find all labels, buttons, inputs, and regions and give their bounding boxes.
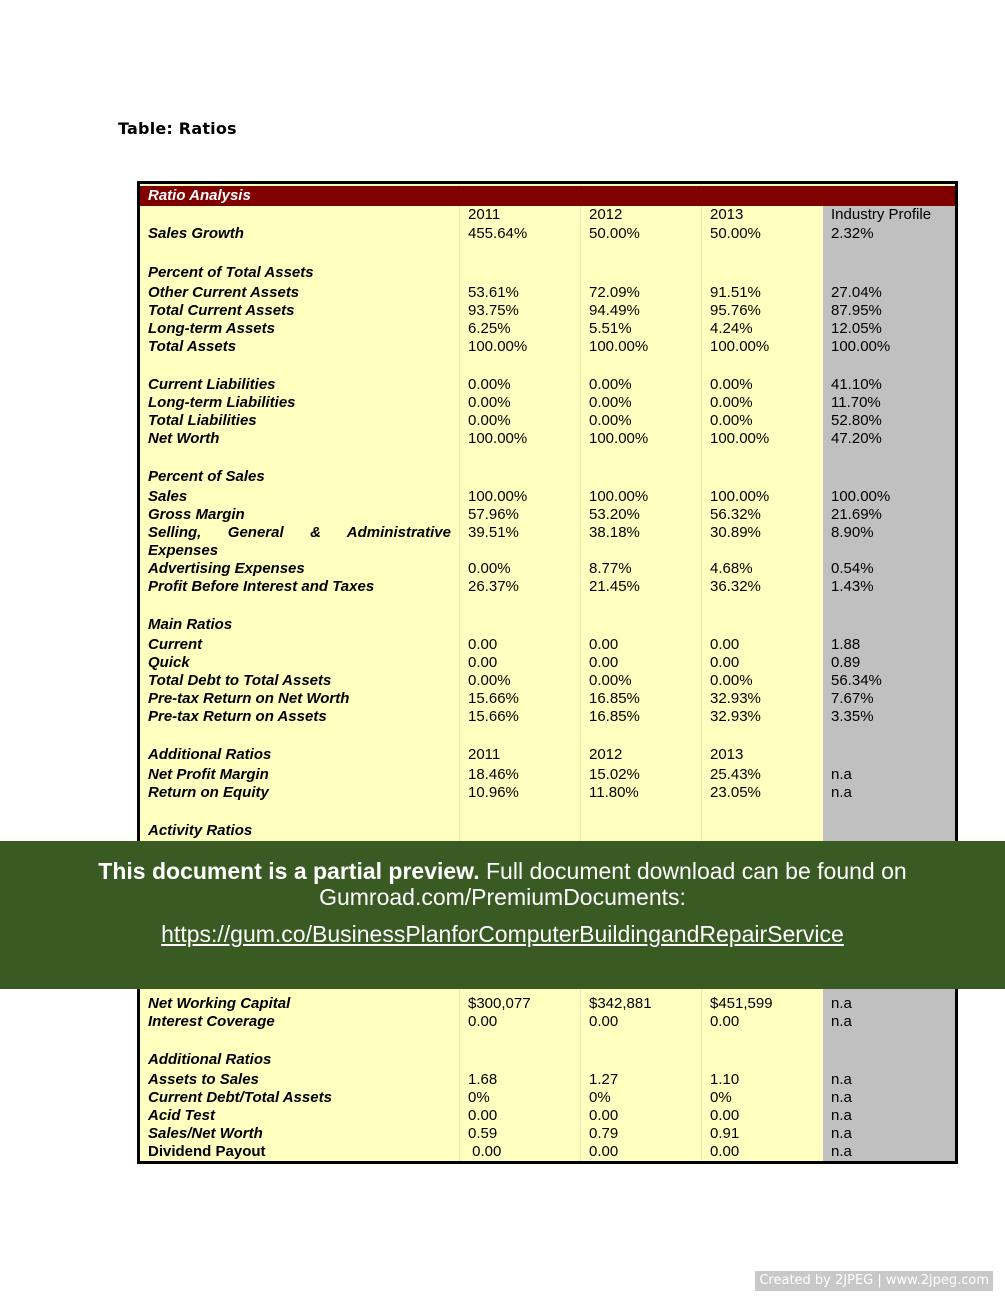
cell: 100.00% — [831, 338, 891, 355]
cell: 0.59 — [468, 1125, 498, 1142]
cell: 32.93% — [710, 708, 761, 725]
cell: 0.00 — [589, 654, 619, 671]
cell: 8.90% — [831, 524, 874, 541]
row-label: Total Liabilities — [148, 412, 257, 429]
cell: n.a — [831, 1089, 852, 1106]
section-heading — [140, 616, 955, 636]
cell: 53.20% — [589, 506, 640, 523]
cell: n.a — [831, 766, 852, 783]
cell: 16.85% — [589, 708, 640, 725]
cell: 32.93% — [710, 690, 761, 707]
banner-rest-text: Full document download can be found on — [479, 858, 907, 884]
cell: 8.77% — [589, 560, 632, 577]
cell: 72.09% — [589, 284, 640, 301]
table-row — [140, 636, 955, 654]
table-row — [140, 1089, 955, 1107]
cell: $300,077 — [468, 995, 531, 1012]
cell: 3.35% — [831, 708, 874, 725]
cell: 56.32% — [710, 506, 761, 523]
cell: 0.00% — [589, 394, 632, 411]
year-2011: 2011 — [468, 206, 501, 223]
cell: n.a — [831, 784, 852, 801]
row-label: Current — [148, 636, 203, 653]
cell: 11.80% — [589, 784, 639, 801]
table-row — [140, 1107, 955, 1125]
cell: 0.00 — [468, 1013, 498, 1030]
cell: 0.00 — [589, 1143, 619, 1160]
cell: 0.00% — [710, 412, 753, 429]
cell: 0.54% — [831, 560, 874, 577]
cell: 0.91 — [710, 1125, 740, 1142]
cell: n.a — [831, 1143, 852, 1160]
cell: 0.00% — [589, 376, 632, 393]
cell: 1.68 — [468, 1071, 498, 1088]
row-label: Net Working Capital — [148, 995, 291, 1012]
table-row — [140, 766, 955, 784]
banner-message — [0, 858, 1005, 884]
cell: 1.88 — [831, 636, 861, 653]
cell: 100.00% — [710, 488, 770, 505]
section-heading-text: Percent of Total Assets — [148, 264, 314, 281]
table-row — [140, 506, 955, 524]
row-label: Acid Test — [148, 1107, 215, 1124]
cell: n.a — [831, 1013, 852, 1030]
cell: 455.64% — [468, 225, 528, 242]
banner-source: Gumroad.com/PremiumDocuments: — [319, 884, 686, 910]
row-label: Current Debt/Total Assets — [148, 1089, 332, 1106]
table-row — [140, 784, 955, 802]
cell: 0.00 — [589, 1013, 619, 1030]
year-2012: 2012 — [589, 206, 623, 223]
cell: 100.00% — [589, 430, 649, 447]
row-label: Pre-tax Return on Net Worth — [148, 690, 350, 707]
cell: 0.00% — [468, 672, 511, 689]
cell: 21.69% — [831, 506, 882, 523]
cell: 0.00% — [589, 672, 632, 689]
row-label: Return on Equity — [148, 784, 269, 801]
row-label: Sales Growth — [148, 225, 244, 242]
preview-banner — [0, 841, 1005, 989]
table-header-bar — [140, 186, 955, 206]
table-row — [140, 284, 955, 302]
table-header-title: Ratio Analysis — [148, 187, 251, 204]
table-row — [140, 224, 955, 244]
cell: 0.00 — [468, 1143, 502, 1160]
table-row — [140, 302, 955, 320]
cell: 0.00% — [710, 376, 753, 393]
cell: 0% — [710, 1089, 732, 1106]
cell: $342,881 — [589, 995, 652, 1012]
cell: 7.67% — [831, 690, 874, 707]
cell: 0.00% — [710, 672, 753, 689]
cell: 100.00% — [468, 430, 528, 447]
cell: 52.80% — [831, 412, 882, 429]
cell: 94.49% — [589, 302, 640, 319]
row-label: Dividend Payout — [148, 1143, 266, 1160]
row-label: Long-term Liabilities — [148, 394, 296, 411]
row-label: Quick — [148, 654, 190, 671]
cell: 100.00% — [589, 488, 649, 505]
row-label: Selling, General & Administrative — [148, 524, 451, 541]
row-label: Other Current Assets — [148, 284, 300, 301]
cell: 0.00% — [589, 412, 632, 429]
cell: 1.27 — [589, 1071, 619, 1088]
table-row — [140, 1013, 955, 1031]
cell: 95.76% — [710, 302, 761, 319]
cell: 12.05% — [831, 320, 882, 337]
cell: 57.96% — [468, 506, 519, 523]
cell: n.a — [831, 995, 852, 1012]
cell: 5.51% — [589, 320, 632, 337]
cell: 10.96% — [468, 784, 519, 801]
download-link[interactable]: https://gum.co/BusinessPlanforComputerBuildingandRepairService — [161, 921, 844, 947]
cell: 93.75% — [468, 302, 519, 319]
table-row — [140, 1071, 955, 1089]
cell: 16.85% — [589, 690, 640, 707]
row-label: Gross Margin — [148, 506, 245, 523]
ratio-table — [137, 181, 958, 1164]
cell: 0.00% — [468, 412, 511, 429]
section-heading — [140, 822, 955, 842]
year-2013: 2013 — [710, 746, 744, 763]
watermark: Created by 2JPEG | www.2jpeg.com — [755, 1271, 993, 1291]
cell: 0.00 — [468, 1107, 498, 1124]
row-label: Sales/Net Worth — [148, 1125, 263, 1142]
row-label: Interest Coverage — [148, 1013, 275, 1030]
cell: 26.37% — [468, 578, 519, 595]
cell: 1.10 — [710, 1071, 740, 1088]
table-row — [140, 995, 955, 1013]
table-row — [140, 672, 955, 690]
cell: 4.68% — [710, 560, 753, 577]
row-label: Long-term Assets — [148, 320, 275, 337]
cell: 0.79 — [589, 1125, 619, 1142]
cell: 4.24% — [710, 320, 753, 337]
cell: 87.95% — [831, 302, 882, 319]
cell: 0.00 — [710, 1013, 740, 1030]
cell: 36.32% — [710, 578, 761, 595]
table-row — [140, 430, 955, 448]
table-row — [140, 338, 955, 356]
cell: 50.00% — [710, 225, 761, 242]
row-label: Advertising Expenses — [148, 560, 305, 577]
row-label: Profit Before Interest and Taxes — [148, 578, 375, 595]
row-label: Total Debt to Total Assets — [148, 672, 332, 689]
cell: 41.10% — [831, 376, 882, 393]
cell: 91.51% — [710, 284, 761, 301]
cell: n.a — [831, 1071, 852, 1088]
row-label: Total Current Assets — [148, 302, 295, 319]
cell: 0% — [589, 1089, 611, 1106]
cell: 21.45% — [589, 578, 640, 595]
cell: 18.46% — [468, 766, 519, 783]
cell: 100.00% — [831, 488, 891, 505]
cell: 0.00% — [468, 376, 511, 393]
table-row — [140, 708, 955, 726]
cell: n.a — [831, 1125, 852, 1142]
cell: 56.34% — [831, 672, 882, 689]
row-label: Total Assets — [148, 338, 237, 355]
table-row — [140, 488, 955, 506]
cell: $451,599 — [710, 995, 773, 1012]
cell: 23.05% — [710, 784, 761, 801]
cell: 0.00 — [468, 636, 498, 653]
banner-bold-text: This document is a partial preview. — [98, 858, 480, 884]
table-row — [140, 1125, 955, 1143]
table-row — [140, 690, 955, 708]
cell: 53.61% — [468, 284, 519, 301]
table-row — [140, 524, 955, 560]
cell: 6.25% — [468, 320, 511, 337]
cell: 2.32% — [831, 225, 874, 242]
industry-profile-label: Industry Profile — [831, 206, 932, 223]
table-row — [140, 394, 955, 412]
cell: 50.00% — [589, 225, 640, 242]
table-row — [140, 654, 955, 672]
table-row — [140, 412, 955, 430]
page-title: Table: Ratios — [118, 119, 237, 138]
cell: 39.51% — [468, 524, 519, 541]
table-row — [140, 1143, 955, 1161]
cell: 100.00% — [710, 430, 770, 447]
section-heading-text: Activity Ratios — [148, 822, 253, 839]
cell: 0.00% — [468, 560, 511, 577]
cell: 100.00% — [468, 488, 528, 505]
row-label: Sales — [148, 488, 188, 505]
cell: 11.70% — [831, 394, 881, 411]
cell: 15.66% — [468, 690, 519, 707]
row-label: Pre-tax Return on Assets — [148, 708, 327, 725]
table-row-years — [140, 206, 955, 224]
cell: 27.04% — [831, 284, 882, 301]
cell: 0.00 — [589, 636, 619, 653]
section-heading-text: Percent of Sales — [148, 468, 265, 485]
section-heading — [140, 264, 955, 284]
cell: n.a — [831, 1107, 852, 1124]
cell: 30.89% — [710, 524, 761, 541]
row-label: Current Liabilities — [148, 376, 276, 393]
cell: 25.43% — [710, 766, 761, 783]
cell: 0.00 — [710, 654, 740, 671]
cell: 0.00 — [710, 1107, 740, 1124]
cell: 100.00% — [710, 338, 770, 355]
table-row — [140, 320, 955, 338]
table-row — [140, 376, 955, 394]
section-heading-text: Main Ratios — [148, 616, 233, 633]
cell: 47.20% — [831, 430, 882, 447]
cell: 0.00 — [468, 654, 498, 671]
year-2012: 2012 — [589, 746, 623, 763]
section-heading-text: Additional Ratios — [148, 1051, 272, 1068]
cell: 0% — [468, 1089, 490, 1106]
section-heading — [140, 468, 955, 488]
cell: 38.18% — [589, 524, 640, 541]
cell: 15.02% — [589, 766, 640, 783]
cell: 15.66% — [468, 708, 519, 725]
cell: 0.00 — [710, 1143, 740, 1160]
table-row — [140, 560, 955, 578]
row-label: Net Worth — [148, 430, 220, 447]
year-2013: 2013 — [710, 206, 744, 223]
cell: 0.89 — [831, 654, 861, 671]
row-label: Assets to Sales — [148, 1071, 259, 1088]
cell: 1.43% — [831, 578, 874, 595]
row-label-continued: Expenses — [148, 542, 219, 559]
cell: 0.00 — [710, 636, 740, 653]
table-row — [140, 578, 955, 596]
section-heading-text: Additional Ratios — [148, 746, 272, 763]
section-heading — [140, 1051, 955, 1071]
row-label: Net Profit Margin — [148, 766, 269, 783]
cell: 0.00 — [589, 1107, 619, 1124]
year-2011: 2011 — [468, 746, 501, 763]
cell: 100.00% — [589, 338, 649, 355]
section-heading — [140, 746, 955, 766]
cell: 0.00% — [710, 394, 753, 411]
cell: 100.00% — [468, 338, 528, 355]
cell: 0.00% — [468, 394, 511, 411]
